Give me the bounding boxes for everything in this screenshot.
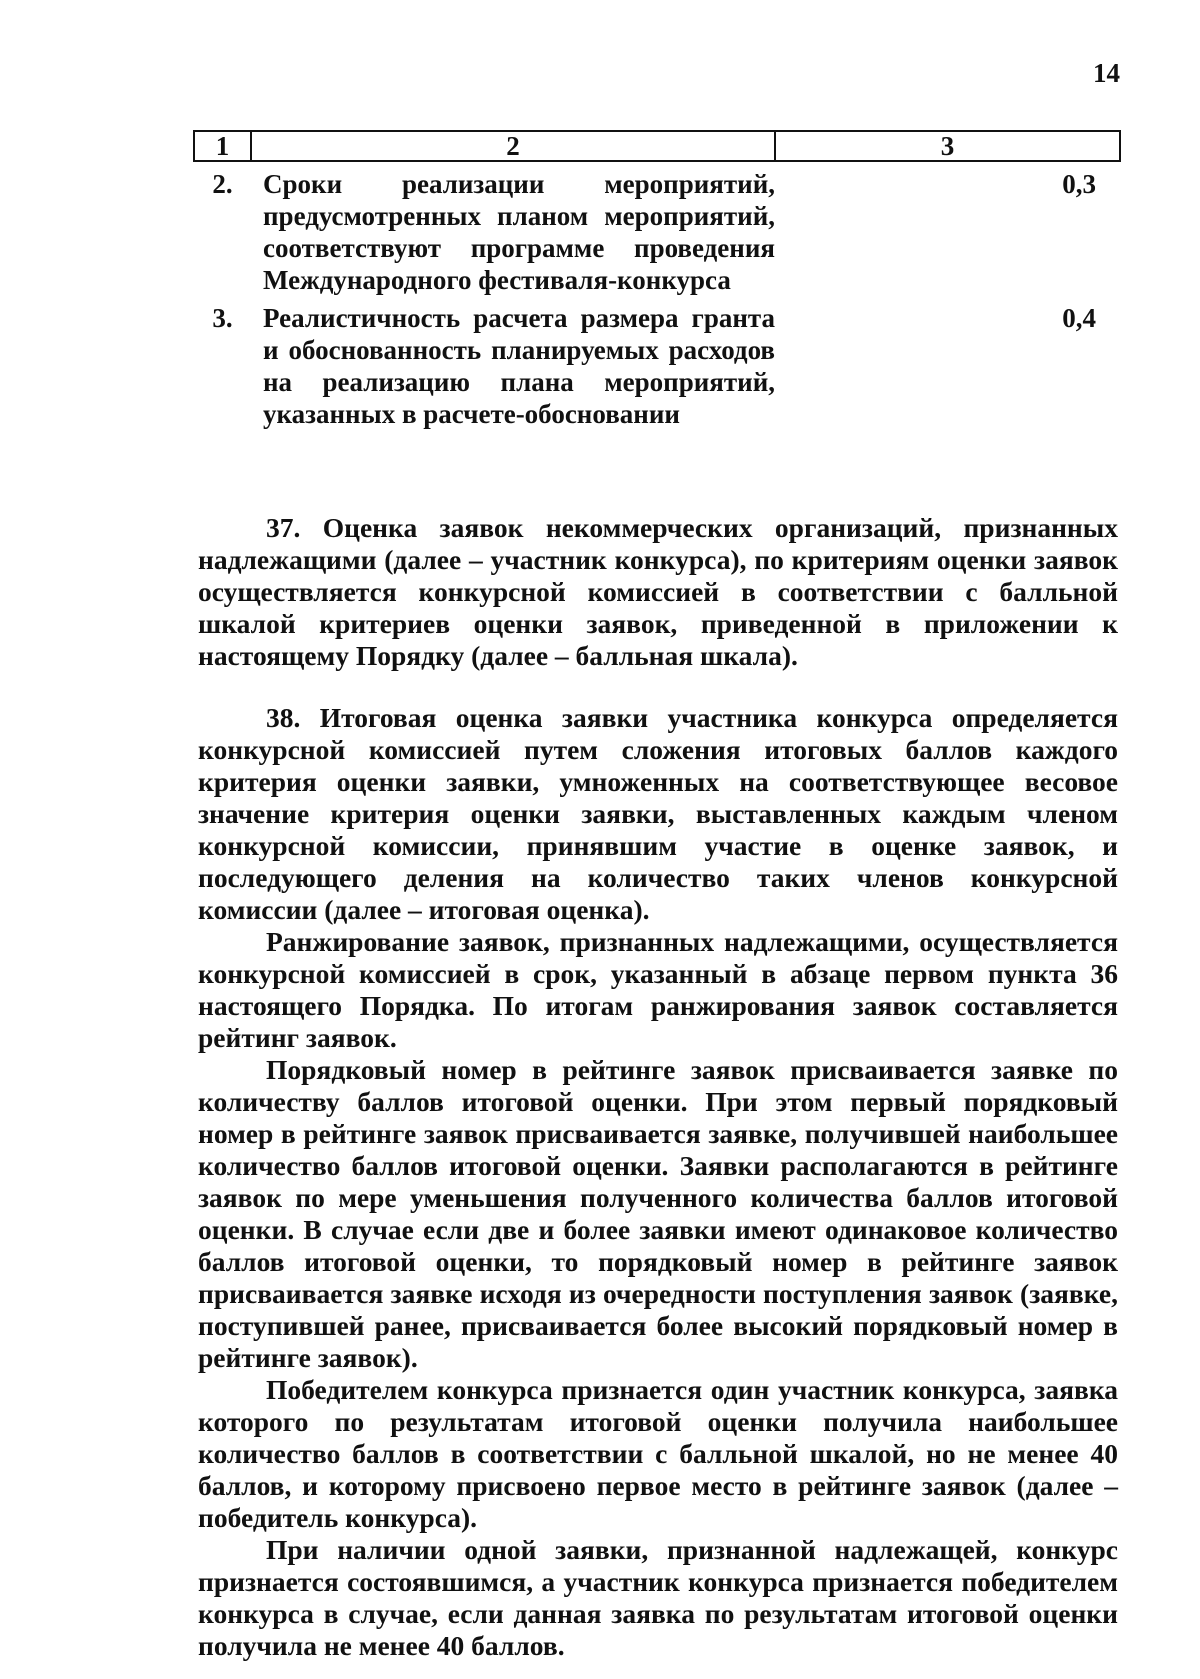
table-header-row: [194, 131, 1120, 161]
criterion-text: Сроки реализации мероприятий, предусмотренных планом мероприятий, соответствуют программе проведения Международного фестиваля-конкурса: [263, 169, 775, 295]
column-header-2: 2: [251, 131, 775, 161]
paragraph-38: 38. Итоговая оценка заявки участника конкурса определяется конкурсной комиссией путем сложения итоговых баллов каждого критерия оценки заявки, умноженных на соответствующее весовое значение критерия оценки заявки, выставленных каждым членом конкурсной комиссии, принявшим участие в оценке заявок, и последующего деления на количество таких членов конкурсной комиссии (далее – итоговая оценка).: [198, 702, 1118, 925]
paragraph-37: 37. Оценка заявок некоммерческих организаций, признанных надлежащими (далее – участник конкурса), по критериям оценки заявок осуществляется конкурсной комиссией в соответствии с балльной шкалой критериев оценки заявок, приведенной в приложении к настоящему Порядку (далее – балльная шкала).: [198, 512, 1118, 671]
criterion-text: Реалистичность расчета размера гранта и обоснованность планируемых расходов на реализацию плана мероприятий, указанных в расчете-обосновании: [263, 303, 775, 429]
paragraph-winner: Победителем конкурса признается один участник конкурса, заявка которого по результатам итоговой оценки получила наибольшее количество баллов в соответствии с балльной шкалой, но не менее 40 баллов, и которому присвоено первое место в рейтинге заявок (далее – победитель конкурса).: [198, 1374, 1118, 1533]
paragraph-ranking: Ранжирование заявок, признанных надлежащими, осуществляется конкурсной комиссией в срок, указанный в абзаце первом пункта 36 настоящего Порядка. По итогам ранжирования заявок составляется рейтинг заявок.: [198, 926, 1118, 1053]
paragraph-single-application: При наличии одной заявки, признанной надлежащей, конкурс признается состоявшимся, а участник конкурса признается победителем конкурса в случае, если данная заявка по результатам итоговой оценки получила не менее 40 баллов.: [198, 1534, 1118, 1661]
page-number: 14: [1093, 58, 1120, 88]
paragraph-order-number: Порядковый номер в рейтинге заявок присваивается заявке по количеству баллов итоговой оценки. При этом первый порядковый номер в рейтинге заявок присваивается заявке, получившей наибольшее количество баллов итоговой оценки. Заявки располагаются в рейтинге заявок по мере уменьшения полученного количества баллов итоговой оценки. В случае если две и более заявки имеют одинаковое количество баллов итоговой оценки, то порядковый номер в рейтинге заявок присваивается заявке исходя из очередности поступления заявок (заявке, поступившей ранее, присваивается более высокий порядковый номер в рейтинге заявок).: [198, 1054, 1118, 1373]
table-row: [194, 161, 1120, 296]
table-row: [194, 296, 1120, 430]
criteria-table: [193, 130, 1121, 430]
column-header-3: 3: [775, 131, 1120, 161]
column-header-1: 1: [194, 131, 251, 161]
document-body: [198, 512, 1118, 1662]
row-number: 3.: [212, 303, 233, 333]
weight-value: 0,3: [1062, 169, 1096, 199]
weight-value: 0,4: [1062, 303, 1096, 333]
row-number: 2.: [212, 169, 233, 199]
